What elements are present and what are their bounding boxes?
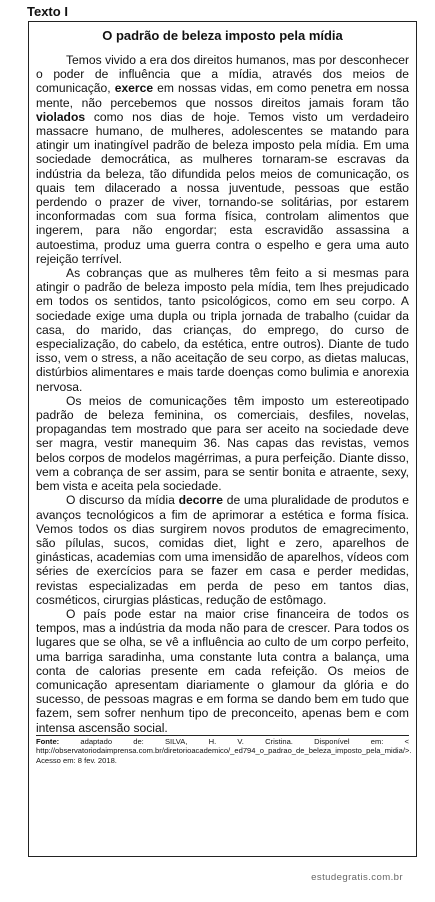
article-title: O padrão de beleza imposto pela mídia (102, 28, 343, 43)
highlighted-word: exerce (114, 81, 154, 96)
article-body (36, 53, 409, 735)
text-segment: como nos dias de hoje. Temos visto um verdadeiro massacre humano, de mulheres, adolescentes se matando para atingir um inatingível padrão de beleza imposto pela mídia. Em uma sociedade democrática, as mulheres tornaram-se escravas da indústria da beleza, tão difundida pelos meios de comunicação, os quais tem dilacerado a nossa juventude, pessoas que estão perdendo o prazer de viver, tornando-se solitárias, por estarem inconformadas com sua forma física, controlam alimentos que ingerem, para não engordar; esta escravidão assassina a autoestima, produz uma guerra contra o espelho e gera uma auto rejeição terrível. (36, 109, 409, 266)
text-segment: As cobranças que as mulheres têm feito a si mesmas para atingir o padrão de beleza imposto pela mídia, tem lhes prejudicado em todos os sentidos, tanto psicológicos, como em seu corpo. A sociedade exige uma dupla ou tripla jornada de trabalho (cuidar da casa, do marido, das crianças, do emprego, do curso de especialização, do cabelo, da estética, entre outros). Diante de tudo isso, vem o stress, a não aceitação de seu corpo, as dietas malucas, distúrbios alimentares e mais tarde doenças como bulimia e anorexia nervosa. (36, 266, 409, 394)
text-segment: Os meios de comunicações têm imposto um estereotipado padrão de beleza feminina, os comerciais, desfiles, novelas, propagandas tem mostrado que para ser aceito na sociedade deve ser magra, vestir manequim 36. Nas capas das revistas, vemos belos corpos de modelos magérrimas, a pura perfeição. Diante disso, vem a cobrança de ser assim, para se sentir bonita e atraente, sexy, bem vista e aceita pela sociedade. (36, 393, 409, 494)
text-segment: de uma pluralidade de produtos e avanços tecnológicos a fim de aprimorar a estética e forma física. Vemos todos os dias surgirem novos produtos de emagrecimento, são pílulas, sucos, comidas diet, light e zero, aparelhos de ginásticas, academias com uma imensidão de aparelhos, vídeos com séries de exercícios para se fazer em casa e perder medidas, revistas especializadas em perda de peso em tantos dias, cosméticos, cirurgias plásticas, redução de estômago. (36, 493, 409, 607)
text-segment: O país pode estar na maior crise financeira de todos os tempos, mas a indústria da moda não para de crescer. Para todos os lugares que se olha, se vê a influência ao culto de um corpo perfeito, uma barriga saradinha, uma constante luta contra a balança, uma conta de calorias presente em cada refeição. Os meios de comunicação apresentam diariamente o glamour da glória e do sucesso, de pessoas magras e em forma se dando bem em tudo que fazem, sem sofrer nenhum tipo de preconceito, apenas bem e com intensa ascensão social. (36, 606, 409, 735)
highlighted-word: decorre (178, 493, 223, 508)
paragraph (36, 266, 409, 394)
source-label: Fonte: (36, 736, 60, 746)
source-text: adaptado de: SILVA, H. V. Cristina. Disponível em: < http://observatoriodaimprensa.com.br/diretorioacademico/_ed794_o_padrao_de_beleza_imposto_pela_midia/>. Acesso em: 8 fev. 2018. (36, 736, 412, 765)
text-segment: em nossas vidas, em como penetra em nossa mente, não percebemos que nossos direitos jamais foram tão (36, 81, 409, 110)
paragraph (36, 493, 409, 607)
paragraph (36, 394, 409, 493)
watermark: estudegratis.com.br (311, 872, 403, 883)
paragraph (36, 607, 409, 735)
text-segment: Temos vivido a era dos direitos humanos, mas por desconhecer o poder de influência que a mídia, através dos meios de comunicação, (36, 53, 409, 96)
text-label: Texto I (27, 4, 68, 19)
text-segment: O discurso da mídia (66, 493, 179, 508)
text-box (28, 21, 417, 857)
highlighted-word: violados (36, 109, 86, 124)
paragraph (36, 53, 409, 266)
source-citation (36, 735, 412, 766)
